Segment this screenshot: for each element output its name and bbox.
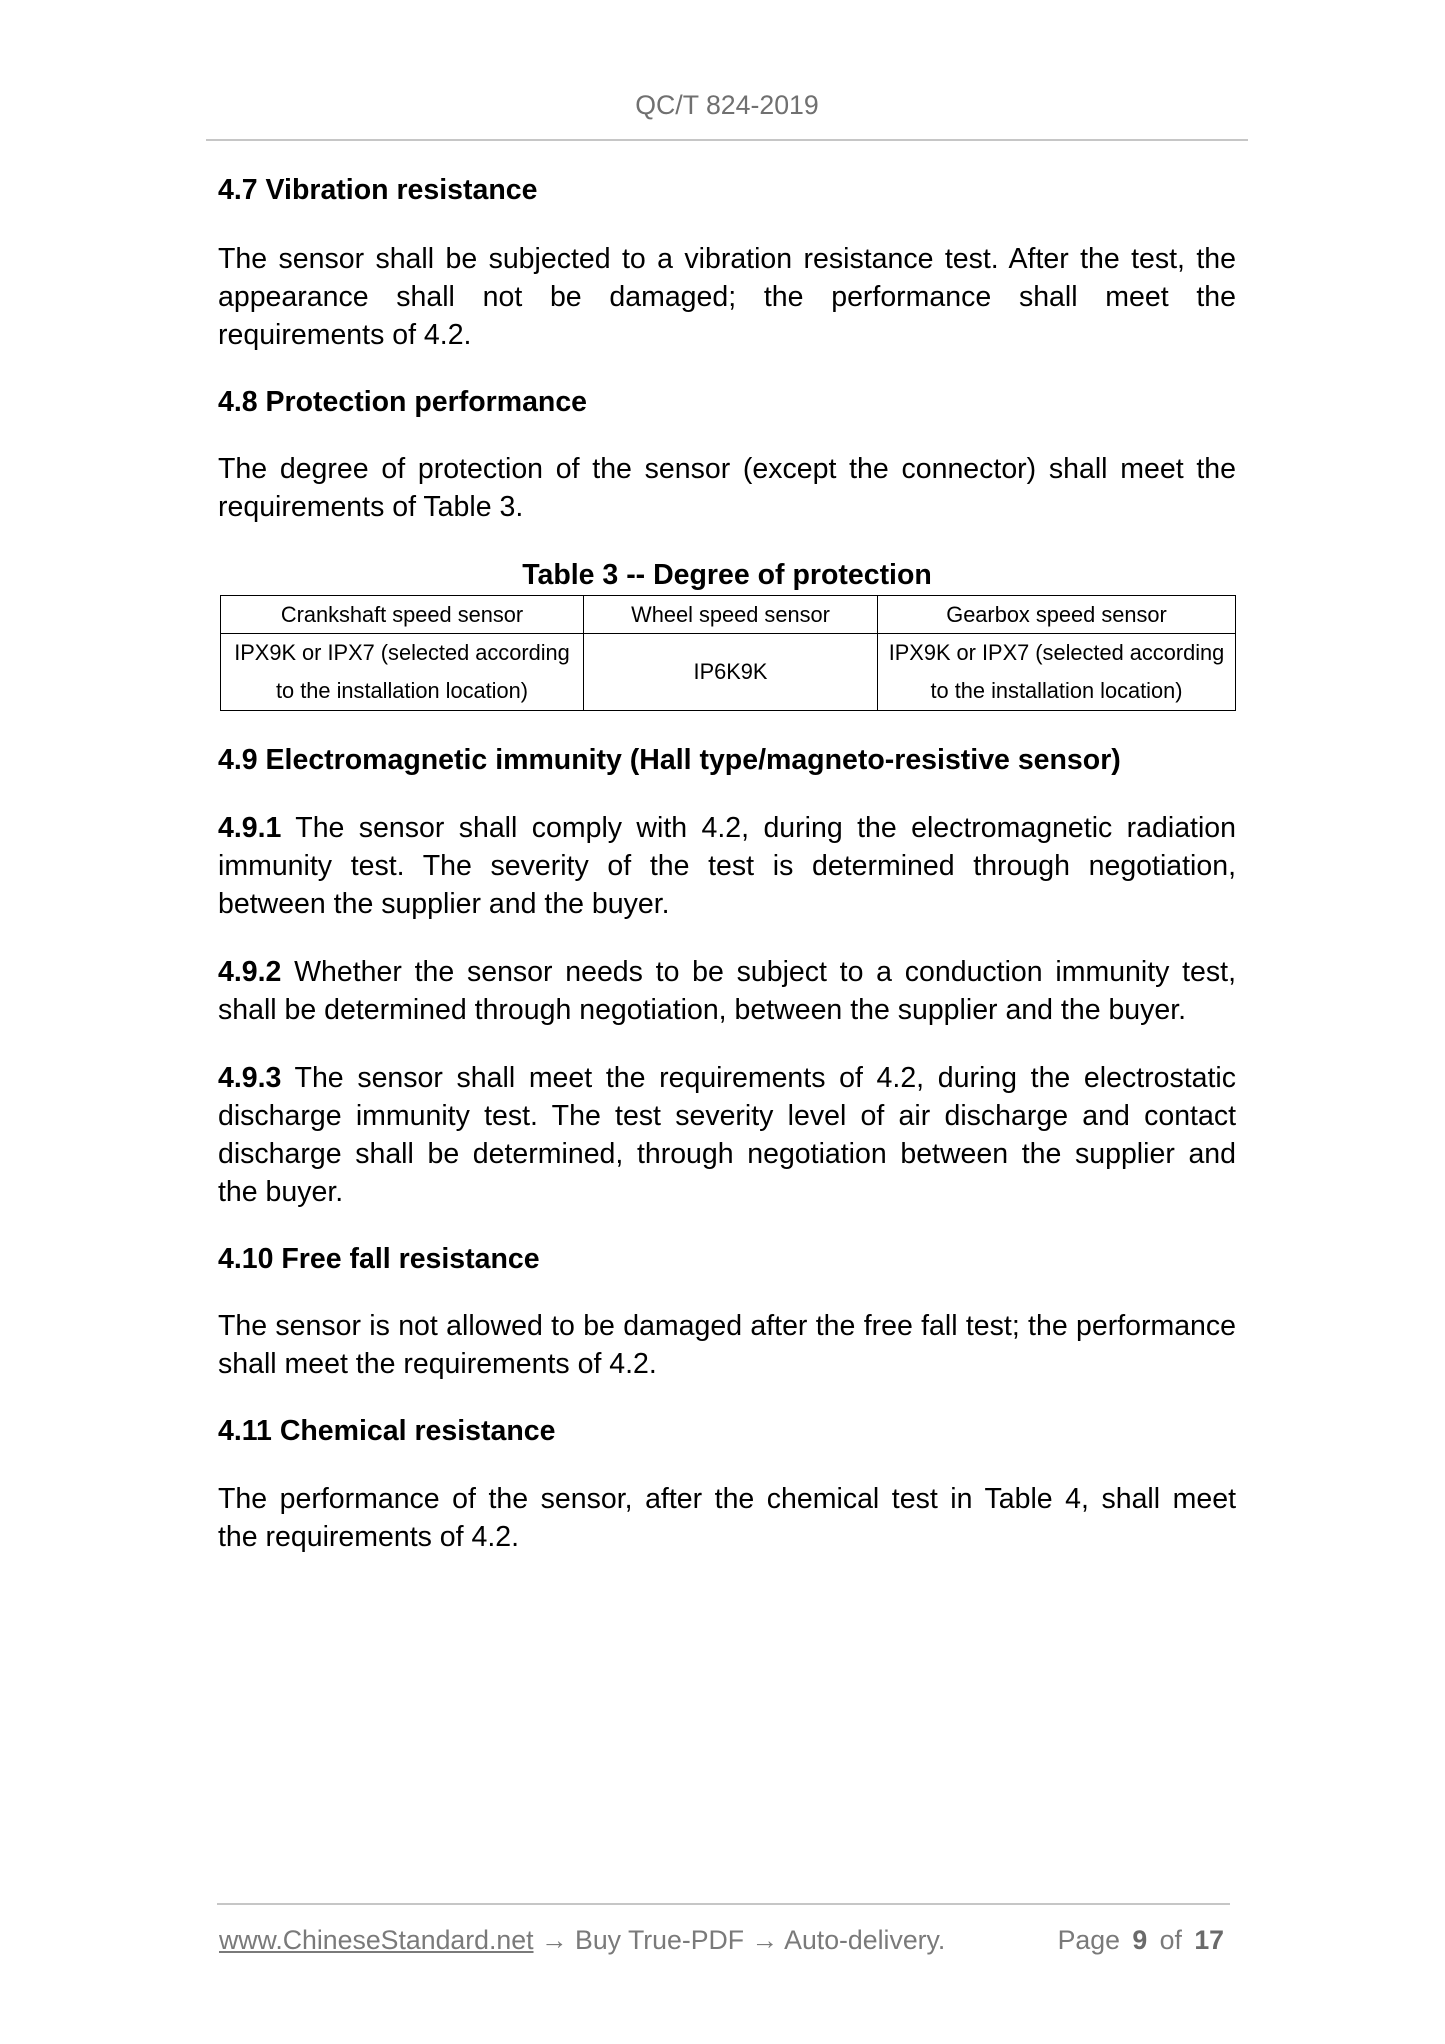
cell-gearbox-protection	[878, 634, 1236, 711]
text-line-content: The sensor shall meet the requirements of 4.2, during the electrostatic	[294, 1062, 1236, 1094]
page-of-label: of	[1159, 1925, 1182, 1955]
section-4-8-heading: 4.8 Protection performance	[218, 386, 588, 418]
clause-4-9-2-paragraph	[218, 953, 1236, 1029]
text-line: discharge immunity test. The test severity level of air discharge and contact	[218, 1100, 1236, 1132]
page-label: Page	[1057, 1925, 1120, 1955]
clause-number: 4.9.2	[218, 956, 282, 988]
text-line-content: Whether the sensor needs to be subject to a conduction immunity test,	[294, 956, 1236, 988]
text-line: between the supplier and the buyer.	[218, 888, 670, 920]
clause-number: 4.9.3	[218, 1062, 282, 1094]
footer-rule	[217, 1903, 1230, 1905]
page-total: 17	[1194, 1925, 1224, 1955]
text-line	[218, 953, 1236, 991]
text-line: The sensor shall be subjected to a vibration resistance test. After the test, the	[218, 243, 1236, 275]
promo-text: → Buy True-PDF → Auto-delivery.	[540, 1925, 946, 1955]
text-line: shall meet the requirements of 4.2.	[218, 1348, 657, 1380]
website-link[interactable]: www.ChineseStandard.net	[219, 1925, 534, 1955]
text-line: requirements of 4.2.	[218, 319, 472, 351]
text-line: immunity test. The severity of the test is determined through negotiation,	[218, 850, 1236, 882]
section-4-11-paragraph	[218, 1480, 1236, 1556]
clause-number: 4.9.1	[218, 812, 282, 844]
cell-line: IP6K9K	[693, 659, 768, 684]
cell-line: to the installation location)	[930, 678, 1183, 703]
section-4-10-paragraph	[218, 1307, 1236, 1383]
section-4-7-heading: 4.7 Vibration resistance	[218, 174, 538, 206]
page-indicator	[1058, 1921, 1224, 1959]
text-line: The degree of protection of the sensor (except the connector) shall meet the	[218, 453, 1236, 485]
column-header-wheel: Wheel speed sensor	[584, 596, 878, 634]
section-4-9-heading: 4.9 Electromagnetic immunity (Hall type/magneto-resistive sensor)	[218, 744, 1121, 776]
page-number: 9	[1132, 1925, 1148, 1955]
text-line-content: The sensor shall comply with 4.2, during the electromagnetic radiation	[295, 812, 1236, 844]
section-4-7-paragraph	[218, 240, 1236, 354]
table-3-caption: Table 3 -- Degree of protection	[522, 559, 932, 591]
text-line: The performance of the sensor, after the chemical test in Table 4, shall meet	[218, 1483, 1236, 1515]
text-line: The sensor is not allowed to be damaged after the free fall test; the performance	[218, 1310, 1236, 1342]
text-line: shall be determined through negotiation, between the supplier and the buyer.	[218, 994, 1187, 1026]
text-line	[218, 809, 1236, 847]
table-row	[221, 634, 1236, 711]
text-line: appearance shall not be damaged; the performance shall meet the	[218, 281, 1236, 313]
clause-4-9-1-paragraph	[218, 809, 1236, 923]
table-header-row	[221, 596, 1236, 634]
protection-degree-table	[220, 595, 1236, 711]
cell-line: IPX9K or IPX7 (selected according	[888, 640, 1225, 665]
cell-crankshaft-protection	[221, 634, 584, 711]
section-4-8-paragraph	[218, 450, 1236, 526]
cell-wheel-protection	[584, 634, 878, 711]
section-4-11-heading: 4.11 Chemical resistance	[218, 1415, 556, 1447]
running-header-doc-code: QC/T 824-2019	[635, 90, 819, 120]
column-header-gearbox: Gearbox speed sensor	[878, 596, 1236, 634]
text-line: the requirements of 4.2.	[218, 1521, 520, 1553]
column-header-crankshaft: Crankshaft speed sensor	[221, 596, 584, 634]
header-rule	[206, 139, 1248, 141]
text-line: the buyer.	[218, 1176, 344, 1208]
section-4-10-heading: 4.10 Free fall resistance	[218, 1243, 540, 1275]
text-line	[218, 1059, 1236, 1097]
cell-line: to the installation location)	[275, 678, 529, 703]
cell-line: IPX9K or IPX7 (selected according	[234, 640, 570, 665]
text-line: discharge shall be determined, through negotiation between the supplier and	[218, 1138, 1236, 1170]
clause-4-9-3-paragraph	[218, 1059, 1236, 1211]
footer-promo	[219, 1921, 945, 1959]
text-line: requirements of Table 3.	[218, 491, 524, 523]
